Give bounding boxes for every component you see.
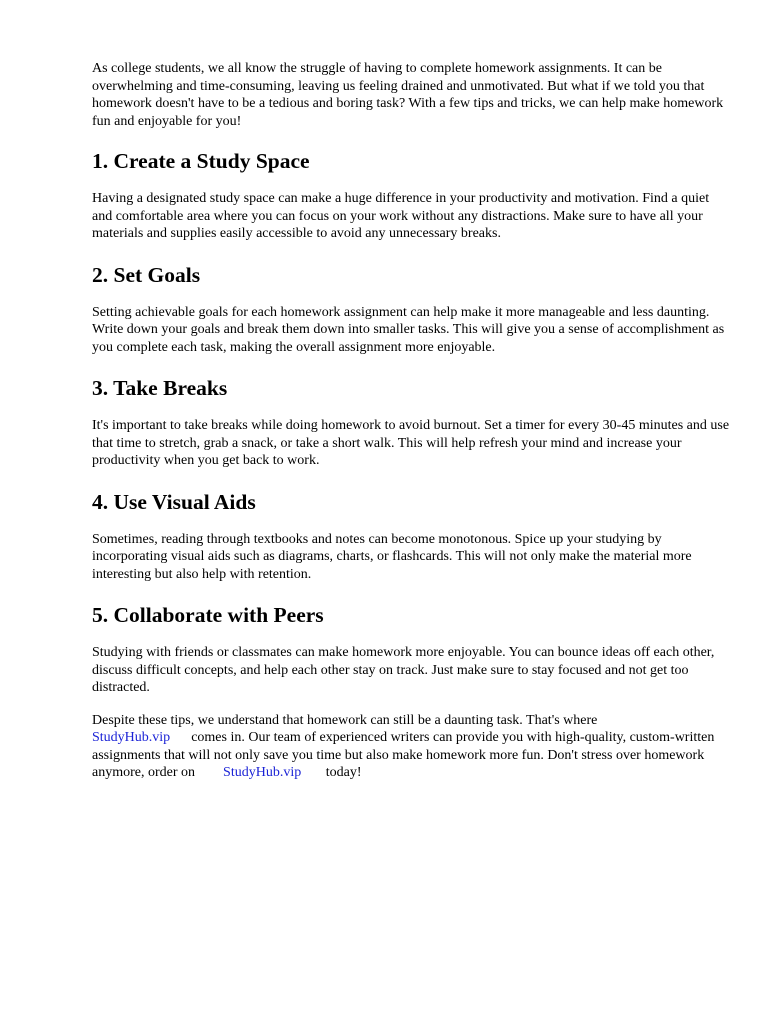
closing-text-part1: Despite these tips, we understand that homework can still be a daunting task. That's where [92, 712, 598, 728]
section-body-study-space: Having a designated study space can make a huge difference in your productivity and motivation. Find a quiet and comfortable area where you can focus on your work without any distractions. Make sure to have all your materials and supplies easily accessible to avoid any unnecessary breaks. [92, 191, 710, 241]
section-heading-set-goals: 2. Set Goals [92, 262, 201, 287]
document-page [92, 60, 732, 782]
section-body-collaborate: Studying with friends or classmates can make homework more enjoyable. You can bounce ideas off each other, discuss difficult concepts, and help each other stay on track. Just make sure to stay focused and not get too distracted. [92, 645, 715, 695]
closing-paragraph [92, 712, 732, 782]
section-body-set-goals: Setting achievable goals for each homework assignment can help make it more manageable and less daunting. Write down your goals and break them down into smaller tasks. This will give you a sense of accomplishment as you complete each task, making the overall assignment more enjoyable. [92, 304, 725, 355]
section-heading-collaborate: 5. Collaborate with Peers [92, 603, 324, 627]
section-body-visual-aids: Sometimes, reading through textbooks and notes can become monotonous. Spice up your studying by incorporating visual aids such as diagrams, charts, or flashcards. This will not only make the material more interesting but also help with retention. [92, 531, 692, 582]
section-heading-study-space: 1. Create a Study Space [92, 149, 310, 173]
section-heading-visual-aids: 4. Use Visual Aids [92, 489, 256, 514]
closing-text-part2: comes in. Our team of experienced writers can provide you with high-quality, custom-written assignments that will not only save you time but also make homework more fun. Don't stress over homework anymore, order on [92, 730, 715, 780]
closing-text-part3: today! [325, 765, 362, 780]
intro-paragraph: As college students, we all know the struggle of having to complete homework assignments. It can be overwhelming and time-consuming, leaving us feeling drained and unmotivated. But what if we told you that homework doesn't have to be a tedious and boring task? With a few tips and tricks, we can help make homework fun and enjoyable for you! [92, 61, 724, 129]
section-body-take-breaks: It's important to take breaks while doing homework to avoid burnout. Set a timer for every 30-45 minutes and use that time to stretch, grab a snack, or take a short walk. This will help refresh your mind and increase your productivity when you get back to work. [92, 418, 730, 468]
section-heading-take-breaks: 3. Take Breaks [92, 376, 228, 400]
studyhub-link-1[interactable]: StudyHub.vip [92, 730, 171, 745]
studyhub-link-2[interactable]: StudyHub.vip [223, 765, 302, 780]
